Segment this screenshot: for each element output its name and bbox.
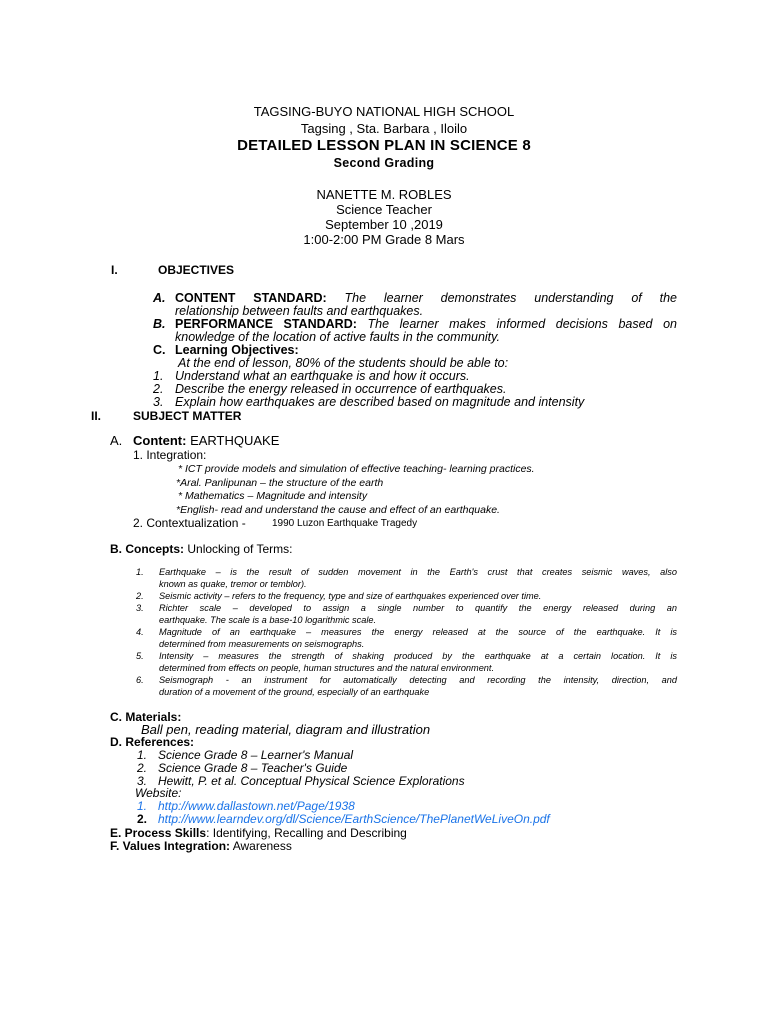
term-line: Seismic activity – refers to the frequency, type and size of earthquakes experienced over time. [159, 591, 542, 601]
link-number: 1. [137, 799, 148, 813]
integration-item: * ICT provide models and simulation of effective teaching- learning practices. [178, 463, 535, 475]
lesson-date: September 10 ,2019 [325, 217, 443, 232]
link-number: 2. [137, 812, 148, 826]
term-line: Earthquake – is the result of sudden movement in the Earth's crust that creates seismic waves, also [159, 567, 677, 577]
integration-item: *Aral. Panlipunan – the structure of the earth [176, 477, 384, 489]
performance-standard-letter: B. [153, 317, 166, 331]
concepts-label: B. Concepts: [110, 542, 185, 556]
contextualization-label: 2. Contextualization - [133, 516, 246, 530]
integration-label: 1. Integration: [133, 448, 207, 462]
term-line: Seismograph - an instrument for automatically detecting and recording the intensity, direction, and [159, 675, 677, 685]
content-label: Content: [133, 433, 187, 448]
term-number: 6. [136, 675, 144, 685]
objectives-heading: OBJECTIVES [158, 263, 235, 277]
concepts-value: Unlocking of Terms: [187, 542, 293, 556]
term-line: determined from measurements on seismographs. [159, 639, 365, 649]
content-value: EARTHQUAKE [190, 433, 280, 448]
term-line: Magnitude of an earthquake – measures the energy released at the source of the earthquake. It is [159, 627, 677, 637]
reference-number: 1. [137, 748, 148, 762]
terms-list [136, 566, 677, 698]
materials-value: Ball pen, reading material, diagram and illustration [141, 722, 431, 737]
term-number: 2. [136, 591, 144, 601]
section-numeral-objectives: I. [111, 263, 118, 277]
process-skills-label: E. Process Skills [110, 826, 207, 840]
teacher-role: Science Teacher [336, 202, 432, 217]
reference-link[interactable]: http://www.dallastown.net/Page/1938 [158, 799, 355, 813]
school-address: Tagsing , Sta. Barbara , Iloilo [300, 121, 468, 136]
materials-label: C. Materials: [110, 710, 182, 724]
term-item [136, 626, 677, 650]
reference-item: Hewitt, P. et al. Conceptual Physical Science Explorations [158, 774, 465, 788]
contextualization-value: 1990 Luzon Earthquake Tragedy [272, 518, 418, 529]
reference-link[interactable]: http://www.learndev.org/dl/Science/EarthScience/ThePlanetWeLiveOn.pdf [158, 812, 550, 826]
performance-standard-label: PERFORMANCE STANDARD: [175, 317, 357, 331]
reference-item: Science Grade 8 – Teacher's Guide [158, 761, 348, 775]
values-integration-value: Awareness [232, 839, 292, 853]
reference-number: 3. [137, 774, 148, 788]
term-line: duration of a movement of the ground, especially of an earthquake [159, 687, 430, 697]
term-number: 4. [136, 627, 144, 637]
content-letter: A. [110, 433, 123, 448]
content-line [133, 433, 279, 448]
content-standard-label: CONTENT STANDARD: [175, 291, 327, 305]
reference-item: Science Grade 8 – Learner's Manual [158, 748, 354, 762]
objective-item: Describe the energy released in occurrence of earthquakes. [175, 382, 507, 396]
process-skills-value: : Identifying, Recalling and Describing [206, 826, 407, 840]
integration-item: * Mathematics – Magnitude and intensity [178, 490, 368, 502]
term-item [136, 674, 677, 698]
term-line: determined from effects on people, human structures and the natural environment. [159, 663, 495, 673]
performance-standard-text-2: knowledge of the location of active faults in the community. [175, 330, 500, 344]
objective-item: Explain how earthquakes are described based on magnitude and intensity [175, 395, 585, 409]
section-numeral-subject: II. [91, 409, 102, 423]
term-line: known as quake, tremor or temblor). [159, 579, 307, 589]
subject-matter-heading: SUBJECT MATTER [133, 409, 242, 423]
teacher-name: NANETTE M. ROBLES [316, 187, 452, 202]
term-item [136, 602, 677, 626]
content-standard-text-2: relationship between faults and earthquakes. [175, 304, 424, 318]
performance-standard-text: The learner makes informed decisions based on [367, 317, 677, 331]
school-name: TAGSING-BUYO NATIONAL HIGH SCHOOL [253, 104, 515, 119]
term-line: earthquake. The scale is a base-10 logarithmic scale. [159, 615, 377, 625]
learning-objectives-intro: At the end of lesson, 80% of the students should be able to: [178, 356, 509, 370]
term-item [136, 590, 677, 602]
references-label: D. References: [110, 735, 195, 749]
term-number: 1. [136, 567, 144, 577]
integration-item: *English- read and understand the cause and effect of an earthquake. [176, 504, 500, 516]
content-standard-text: The learner demonstrates understanding of the [344, 291, 677, 305]
website-label: Website: [135, 786, 182, 800]
reference-number: 2. [137, 761, 148, 775]
term-number: 3. [136, 603, 144, 613]
values-integration-line [110, 839, 292, 853]
objective-number: 2. [153, 382, 164, 396]
term-item [136, 566, 677, 590]
document-title: DETAILED LESSON PLAN IN SCIENCE 8 [237, 137, 531, 154]
objective-number: 1. [153, 369, 164, 383]
lesson-schedule: 1:00-2:00 PM Grade 8 Mars [303, 232, 465, 247]
term-number: 5. [136, 651, 144, 661]
term-item [136, 650, 677, 674]
objective-item: Understand what an earthquake is and how it occurs. [175, 369, 470, 383]
term-line: Intensity – measures the strength of shaking produced by the earthquake at a certain location. It is [159, 651, 677, 661]
term-line: Richter scale – developed to assign a single number to quantify the energy released during an [159, 603, 677, 613]
learning-objectives-letter: C. [153, 343, 166, 357]
process-skills-line [110, 826, 407, 840]
content-standard-letter: A. [153, 291, 166, 305]
grading-period: Second Grading [333, 156, 435, 170]
values-integration-label: F. Values Integration: [110, 839, 231, 853]
learning-objectives-label: Learning Objectives: [175, 343, 299, 357]
concepts-line [110, 542, 293, 556]
objective-number: 3. [153, 395, 164, 409]
